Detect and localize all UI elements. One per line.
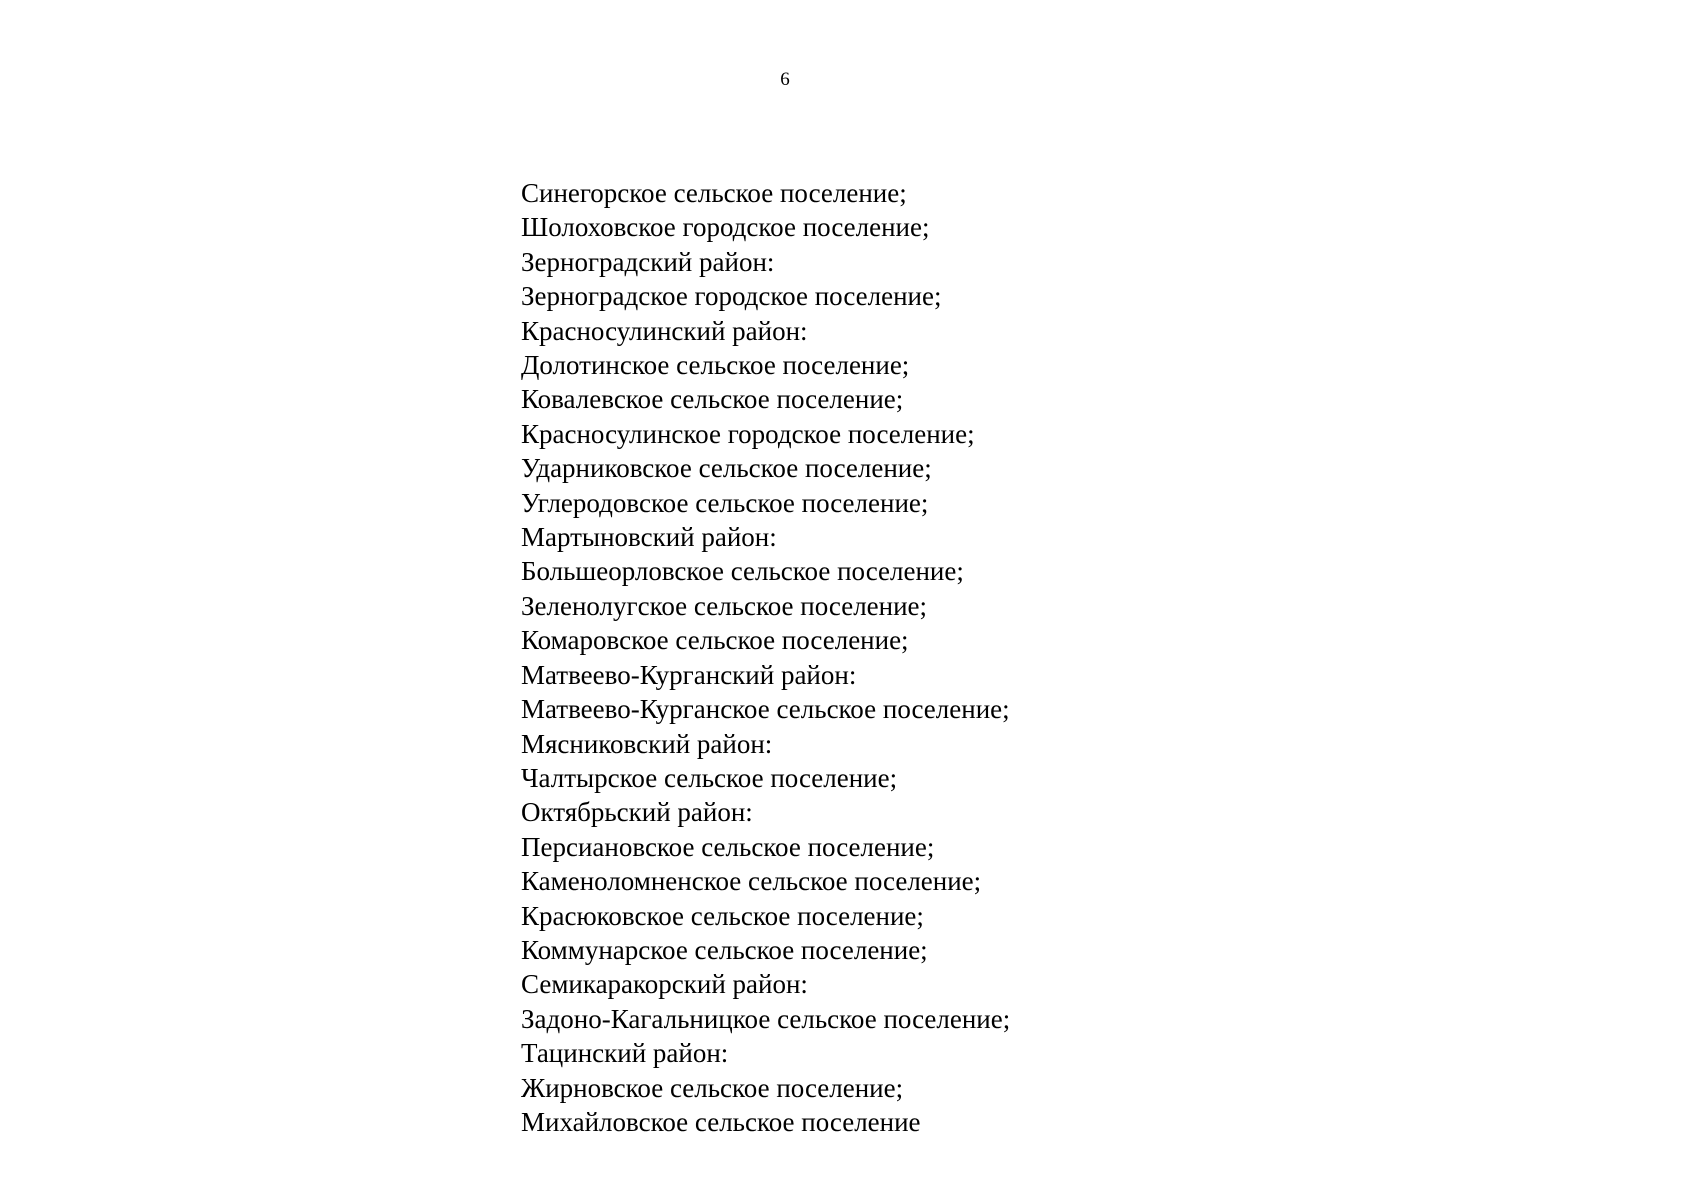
list-line: Чалтырское сельское поселение; <box>521 762 898 793</box>
district-heading: Зерноградский район: <box>521 246 775 277</box>
district-heading: Семикаракорский район: <box>521 969 808 1000</box>
page-number: 6 <box>780 69 790 90</box>
district-heading: Красносулинский район: <box>521 315 808 346</box>
list-line: Коммунарское сельское поселение; <box>521 934 928 965</box>
list-line: Большеорловское сельское поселение; <box>521 556 964 587</box>
list-line: Углеродовское сельское поселение; <box>521 487 929 518</box>
settlement-list <box>521 176 1010 1139</box>
list-line: Синегорское сельское поселение; <box>521 178 907 208</box>
list-line: Красюковское сельское поселение; <box>521 900 924 931</box>
list-line: Ударниковское сельское поселение; <box>521 453 932 484</box>
list-line: Шолоховское городское поселение; <box>521 212 930 243</box>
list-line: Задоно-Кагальницкое сельское поселение; <box>521 1003 1011 1034</box>
list-line: Михайловское сельское поселение <box>521 1106 921 1137</box>
district-heading: Мясниковский район: <box>521 728 773 759</box>
list-line: Красносулинское городское поселение; <box>521 418 975 449</box>
district-heading: Октябрьский район: <box>521 797 753 828</box>
list-line: Жирновское сельское поселение; <box>521 1072 904 1103</box>
list-line: Комаровское сельское поселение; <box>521 625 909 656</box>
list-line: Ковалевское сельское поселение; <box>521 384 904 415</box>
list-line: Каменоломненское сельское поселение; <box>521 866 982 897</box>
list-line: Долотинское сельское поселение; <box>521 350 910 381</box>
district-heading: Матвеево-Курганский район: <box>521 659 857 690</box>
district-heading: Тацинский район: <box>521 1038 729 1069</box>
list-line: Персиановское сельское поселение; <box>521 831 935 862</box>
list-line: Зеленолугское сельское поселение; <box>521 590 928 621</box>
list-line: Зерноградское городское поселение; <box>521 281 942 312</box>
list-line: Матвеево-Курганское сельское поселение; <box>521 694 1010 725</box>
district-heading: Мартыновский район: <box>521 522 777 553</box>
